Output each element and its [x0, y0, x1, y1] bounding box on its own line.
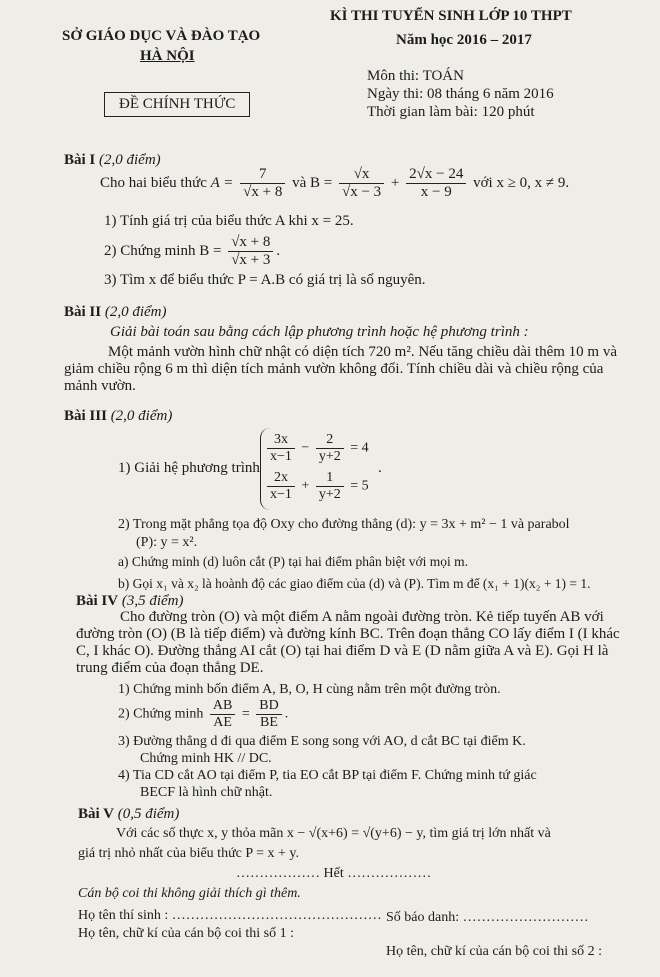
bai5-line1: Với các số thực x, y thỏa mãn x − √(x+6) = √(y+6) − y, tìm giá trị lớn nhất và [116, 826, 551, 841]
system-end: . [378, 460, 382, 476]
bai4-points: (3,5 điểm) [121, 593, 184, 609]
department-name: SỞ GIÁO DỤC VÀ ĐÀO TẠO [62, 28, 261, 44]
bai4-q1: 1) Chứng minh bốn điểm A, B, O, H cùng nằm trên một đường tròn. [118, 682, 501, 697]
bai2-problem: Một mảnh vườn hình chữ nhật có diện tích 720 m². Nếu tăng chiều dài thêm 10 m và giảm chiều rộng 6 m thì diện tích mảnh vườn không đổi. Tính chiều dài và chiều rộng của mảnh vườn. [64, 344, 618, 394]
bai3-heading [64, 408, 172, 425]
bai1-q1: 1) Tính giá trị của biểu thức A khi x = 25. [104, 213, 354, 229]
bai2-instruction: Giải bài toán sau bằng cách lập phương trình hoặc hệ phương trình : [110, 324, 529, 340]
bai4-problem: Cho đường tròn (O) và một điểm A nằm ngoài đường tròn. Kẻ tiếp tuyến AB với đường tròn (O) (B là tiếp điểm) và đường kính BC. Trên đoạn thẳng CO lấy điểm I (I khác C, I khác O). Đường thẳng AI cắt (O) tại hai điểm D và E (D nằm giữa A và E). Gọi H là trung điểm của đoạn thẳng DE. [76, 609, 620, 676]
bai1-title: Bài I [64, 152, 96, 168]
bai3-points: (2,0 điểm) [110, 408, 173, 424]
invigilator-1-field: Họ tên, chữ kí của cán bộ coi thi số 1 : [78, 926, 294, 941]
bai4-q3-line1: 3) Đường thẳng d đi qua điểm E song song với AO, d cắt BC tại điểm K. [118, 734, 526, 749]
bai5-heading [78, 806, 179, 823]
footer-note: Cán bộ coi thi không giải thích gì thêm. [78, 886, 301, 901]
system-eq1: $\frac{3x}{x-1}$ − $\frac{2}{y+2}$ = 4 [264, 432, 369, 465]
fraction-q2: $\frac{√x + 8}{√x + 3}$ [228, 234, 273, 269]
department-city: HÀ NỘI [140, 48, 195, 64]
fraction-b1: $\frac{√x}{√x - 3}$ [339, 166, 384, 201]
bai3-q2-line2: (P): y = x². [136, 535, 198, 550]
expr-a-label: A = [210, 174, 234, 191]
system-eq2: $\frac{2x}{x-1}$ + $\frac{1}{y+2}$ = 5 [264, 470, 369, 503]
exam-date: Ngày thi: 08 tháng 6 năm 2016 [367, 86, 554, 102]
official-label: ĐỀ CHÍNH THỨC [104, 92, 250, 117]
bai1-intro: Cho hai biểu thức [100, 174, 207, 191]
bai1-q3: 3) Tìm x để biểu thức P = A.B có giá trị là số nguyên. [104, 272, 426, 288]
candidate-id-field: Số báo danh: ……………………… [386, 910, 589, 925]
bai4-title: Bài IV [76, 593, 119, 609]
bai1-condition: với x ≥ 0, x ≠ 9. [473, 174, 570, 191]
bai1-q2: 2) Chứng minh B = $\frac{√x + 8}{√x + 3}$ . [104, 234, 281, 268]
expr-b-label: và B = [292, 174, 333, 191]
bai1-expressions: Cho hai biểu thức A = $\frac{7}{√x + 8}$ và B = $\frac{√x}{√x - 3}$ + $\frac{2√x - 24}{x - 9}$ với x ≥ 0, x ≠ 9. [100, 166, 570, 200]
exam-duration: Thời gian làm bài: 120 phút [367, 104, 535, 120]
bai4-q2: 2) Chứng minh $\frac{AB}{AE}$ = $\frac{BD}{BE}$ . [118, 698, 289, 730]
bai3-q2b: b) Gọi x₁ và x₂ là hoành độ các giao điểm của (d) và (P). Tìm m để (x₁ + 1)(x₂ + 1) = 1. [118, 576, 591, 591]
bai5-points: (0,5 điểm) [117, 806, 180, 822]
bai3-q2-line1: 2) Trong mặt phẳng tọa độ Oxy cho đường thẳng (d): y = 3x + m² − 1 và parabol [118, 517, 570, 532]
bai4-q3-line2: Chứng minh HK // DC. [140, 751, 272, 766]
bai2-title: Bài II [64, 304, 102, 320]
bai5-title: Bài V [78, 806, 114, 822]
invigilator-2-field: Họ tên, chữ kí của cán bộ coi thi số 2 : [386, 944, 602, 959]
bai3-q1: 1) Giải hệ phương trình [118, 460, 260, 476]
bai1-points: (2,0 điểm) [99, 152, 161, 168]
school-year: Năm học 2016 – 2017 [396, 32, 532, 48]
bai2-points: (2,0 điểm) [104, 304, 167, 320]
exam-subject: Môn thi: TOÁN [367, 68, 464, 84]
bai3-q2a: a) Chứng minh (d) luôn cắt (P) tại hai điểm phân biệt với mọi m. [118, 554, 469, 569]
bai4-heading [76, 593, 184, 610]
bai2-heading [64, 304, 167, 321]
candidate-name-field: Họ tên thí sinh : ……………………………………… [78, 908, 382, 923]
fraction-b2: $\frac{2√x - 24}{x - 9}$ [406, 166, 466, 201]
bai3-title: Bài III [64, 408, 107, 424]
end-mark: ……………… Hết ……………… [236, 866, 432, 881]
bai4-q4-line1: 4) Tia CD cắt AO tại điểm P, tia EO cắt BP tại điểm F. Chứng minh tứ giác [118, 768, 537, 783]
bai4-q4-line2: BECF là hình chữ nhật. [140, 785, 273, 800]
fraction-a: $\frac{7}{√x + 8}$ [240, 166, 285, 201]
exam-title: KÌ THI TUYỂN SINH LỚP 10 THPT [330, 8, 572, 24]
bai5-line2: giá trị nhỏ nhất của biểu thức P = x + y. [78, 846, 300, 861]
